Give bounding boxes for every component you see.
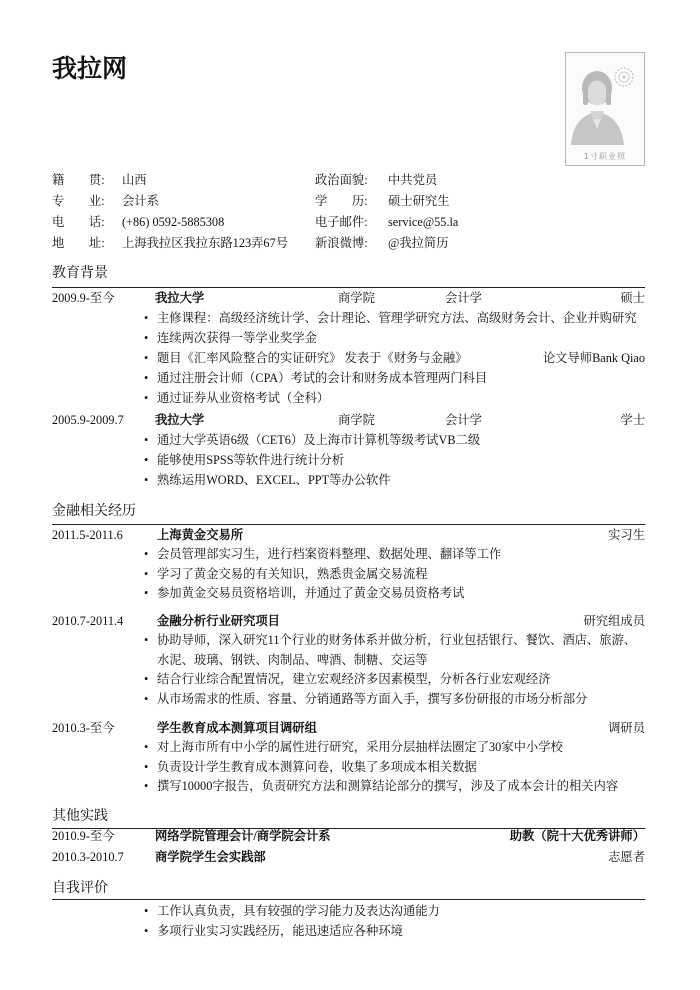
experience-entry-header (52, 718, 645, 738)
info-value: (+86) 0592-5885308 (122, 215, 225, 229)
entry-degree: 学士 (620, 413, 645, 427)
list-item: • 通过证券从业资格考试（全科） (52, 388, 645, 408)
entry-major: 会计学 (445, 413, 482, 427)
list-item: • 负责设计学生教育成本测算问卷，收集了多项成本相关数据 (52, 758, 645, 778)
self-evaluation-section (52, 878, 645, 941)
entry-role: 助教（院十大优秀讲师） (509, 829, 645, 843)
info-value: 硕士研究生 (388, 194, 450, 208)
list-item: • 撰写10000字报告，负责研究方法和测算结论部分的撰写，涉及了成本会计的相关内容 (52, 777, 645, 797)
practice-entry (52, 829, 645, 843)
entry-major: 会计学 (445, 291, 482, 305)
list-item: • 熟练运用WORD、EXCEL、PPT等办公软件 (52, 470, 645, 490)
entry-school: 我拉大学 (155, 413, 205, 427)
entry-organization: 上海黄金交易所 (157, 528, 244, 542)
info-label: 新浪微博: (315, 236, 368, 250)
entry-date: 2010.9-至今 (52, 829, 115, 843)
list-item: • 结合行业综合配置情况，建立宏观经济多因素模型，分析各行业宏观经济 (52, 670, 645, 690)
experience-entry-header (52, 611, 645, 631)
thesis-advisor: 论文导师Bank Qiao (542, 351, 645, 365)
info-value: 上海我拉区我拉东路123弄67号 (122, 236, 289, 250)
practice-entry (52, 847, 645, 867)
section-heading: 自我评价 (52, 878, 645, 900)
education-entry-header (52, 288, 645, 308)
info-label: 地 址: (52, 236, 105, 250)
resume-title: 我拉网 (52, 56, 128, 83)
info-value: 山西 (122, 173, 147, 187)
list-item: • 学习了黄金交易的有关知识，熟悉贵金属交易流程 (52, 565, 645, 585)
email-value: service@55.la (388, 215, 459, 229)
entry-role: 调研员 (608, 721, 645, 735)
list-item: • 连续两次获得一等学业奖学金 (52, 328, 645, 348)
other-practice-section (52, 806, 645, 867)
entry-school: 我拉大学 (155, 291, 205, 305)
experience-entry-header (52, 525, 645, 545)
info-label: 籍 贯: (52, 173, 105, 187)
list-item: • 多项行业实习实践经历，能迅速适应各种环境 (52, 921, 645, 941)
photo-caption: 1寸职业照 (583, 152, 627, 161)
entry-date: 2005.9-2009.7 (52, 413, 124, 427)
section-heading: 金融相关经历 (52, 501, 645, 525)
entry-date: 2011.5-2011.6 (52, 528, 123, 542)
personal-info (52, 170, 645, 254)
entry-date: 2010.3-至今 (52, 721, 115, 735)
info-value: 中共党员 (388, 173, 438, 187)
info-row (52, 191, 645, 212)
entry-date: 2010.3-2010.7 (52, 850, 124, 864)
list-item: • 参加黄金交易员资格培训，并通过了黄金交易员资格考试 (52, 584, 645, 604)
list-item: • 主修课程：高级经济统计学、会计理论、管理学研究方法、高级财务会计、企业并购研究 (52, 308, 645, 328)
info-value: 会计系 (122, 194, 159, 208)
profile-photo (565, 52, 645, 166)
info-row (52, 212, 645, 233)
education-section (52, 263, 645, 490)
person-silhouette-icon (566, 53, 644, 165)
list-item-text: 题目《汇率风险整合的实证研究》 发表于《财务与金融》 (157, 351, 468, 365)
entry-organization: 商学院学生会实践部 (155, 850, 266, 864)
experience-section (52, 501, 645, 797)
entry-role: 志愿者 (608, 850, 645, 864)
list-item: • 工作认真负责，具有较强的学习能力及表达沟通能力 (52, 901, 645, 921)
entry-role: 实习生 (608, 528, 645, 542)
list-item: • 能够使用SPSS等软件进行统计分析 (52, 450, 645, 470)
list-item: • 通过大学英语6级（CET6）及上海市计算机等级考试VB二级 (52, 430, 645, 450)
entry-degree: 硕士 (620, 291, 645, 305)
stamp-icon (615, 68, 633, 86)
info-label: 学 历: (315, 194, 368, 208)
entry-college: 商学院 (338, 413, 375, 427)
info-label: 政治面貌: (315, 173, 368, 187)
entry-organization: 网络学院管理会计/商学院会计系 (155, 829, 331, 843)
entry-organization: 金融分析行业研究项目 (157, 614, 280, 628)
weibo-value: @我拉简历 (388, 236, 449, 250)
list-item: • 通过注册会计师（CPA）考试的会计和财务成本管理两门科目 (52, 368, 645, 388)
info-label: 电子邮件: (315, 215, 368, 229)
info-label: 专 业: (52, 194, 105, 208)
list-item: • 从市场需求的性质、容量、分销通路等方面入手，撰写多份研报的市场分析部分 (52, 690, 645, 710)
entry-date: 2009.9-至今 (52, 291, 115, 305)
info-label: 电 话: (52, 215, 105, 229)
entry-date: 2010.7-2011.4 (52, 614, 124, 628)
entry-organization: 学生教育成本测算项目调研组 (157, 721, 317, 735)
entry-role: 研究组成员 (583, 614, 645, 628)
education-entry-header (52, 410, 645, 430)
info-row (52, 233, 645, 254)
list-item (52, 348, 645, 368)
list-item: • 协助导师，深入研究11个行业的财务体系并做分析，行业包括银行、餐饮、酒店、旅游、水泥、玻璃、钢铁、肉制品、啤酒、制糖、交运等 (52, 631, 645, 670)
section-heading: 教育背景 (52, 263, 645, 288)
list-item: • 对上海市所有中小学的属性进行研究，采用分层抽样法圈定了30家中小学校 (52, 738, 645, 758)
section-heading: 其他实践 (52, 806, 645, 829)
entry-college: 商学院 (338, 291, 375, 305)
info-row (52, 170, 645, 191)
list-item: • 会员管理部实习生，进行档案资料整理、数据处理、翻译等工作 (52, 545, 645, 565)
